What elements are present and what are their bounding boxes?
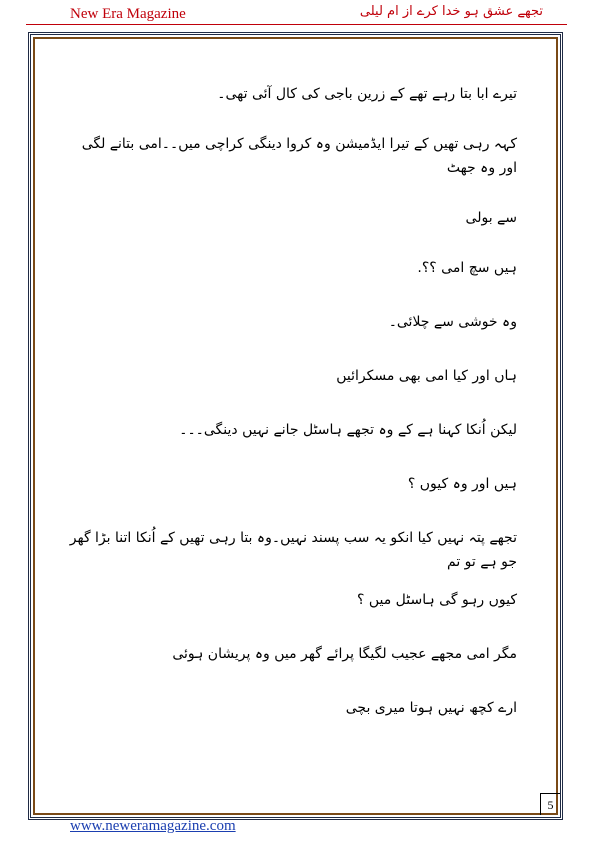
header-divider [26,24,567,25]
paragraph: کیوں رہو گی ہاسٹل میں ؟ [356,592,517,608]
paragraph: تجھے پتہ نہیں کیا انکو یہ سب پسند نہیں۔وہ بتا رہی تھیں کے اُنکا اتنا بڑا گھر جو ہے تو تم [69,530,517,570]
page-number: 5 [540,793,560,815]
paragraph: ہیں سچ امی ؟؟. [417,260,517,276]
paragraph: لیکن اُنکا کہنا ہے کے وہ تجھے ہاسٹل جانے نہیں دینگی۔۔۔ [179,422,517,438]
website-link[interactable]: www.neweramagazine.com [70,818,236,834]
paragraph: ارے کچھ نہیں ہوتا میری بچی [345,700,517,716]
paragraph: کہہ رہی تھیں کے تیرا ایڈمیشن وہ کروا دینگی کراچی میں۔۔امی بتانے لگی اور وہ جھٹ [81,136,517,176]
novel-title: تجھے عشق ہو خدا کرے از ام لیلی [359,4,543,19]
paragraph: ہاں اور کیا امی بھی مسکرائیں [336,368,517,384]
paragraph: سے بولی [465,210,517,226]
paragraph: مگر امی مجھے عجیب لگیگا پرائے گھر میں وہ پریشان ہوئی [172,646,517,662]
magazine-name: New Era Magazine [70,6,186,22]
story-text [68,82,517,720]
paragraph: وہ خوشی سے چلائی۔ [388,314,517,330]
paragraph: تیرے ابا بتا رہے تھے کے زرین باجی کی کال آئی تھی۔ [217,86,517,102]
paragraph: ہیں اور وہ کیوں ؟ [407,476,517,492]
